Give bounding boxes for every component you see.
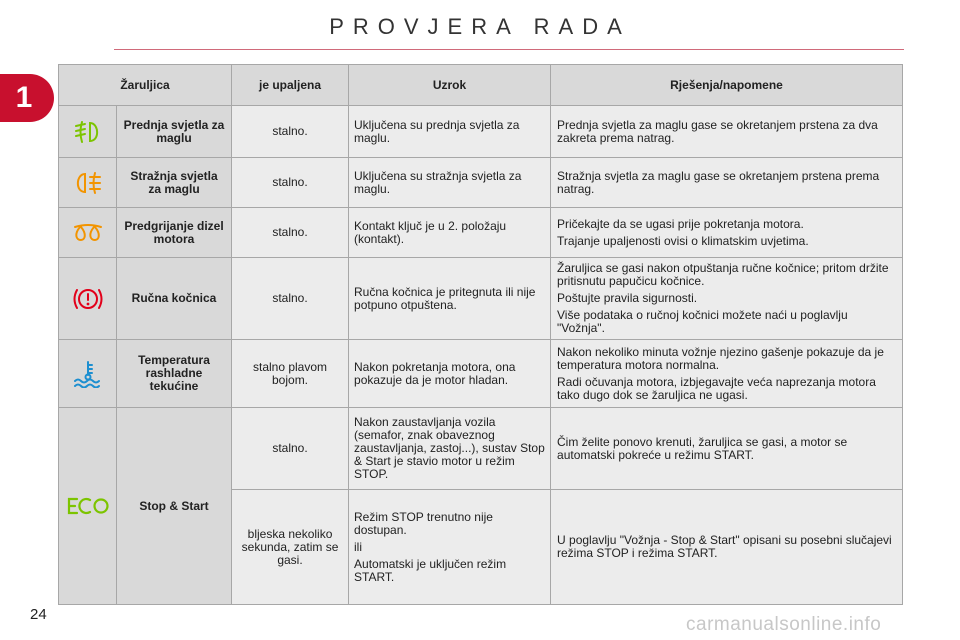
glow-plug-icon [72, 222, 104, 244]
solution-cell [551, 158, 903, 208]
cause-text [349, 408, 551, 490]
table-row [59, 408, 903, 490]
cause-text: Uključena su stražnja svjetla za maglu. [349, 158, 551, 208]
chapter-tab[interactable]: 1 [0, 74, 54, 122]
cause-paragraph: Režim STOP trenutno nije dostupan. [354, 509, 493, 537]
row-icon-cell [59, 208, 117, 258]
lamp-name: Ručna kočnica [117, 258, 232, 340]
watermark: carmanualsonline.info [686, 614, 882, 635]
solution-cell [551, 340, 903, 408]
table-row [59, 158, 903, 208]
lit-state: stalno plavom bojom. [232, 340, 349, 408]
lamp-name: Prednja svjetla za maglu [117, 106, 232, 158]
header-lit: je upaljena [232, 65, 349, 106]
lit-state: stalno. [232, 208, 349, 258]
lit-state: stalno. [232, 258, 349, 340]
lit-state: stalno. [232, 106, 349, 158]
cause-text: Ručna kočnica je pritegnuta ili nije potpuno otpuštena. [349, 258, 551, 340]
cause-paragraph: Nakon zaustavljanja vozila (semafor, znak obaveznog zaustavljanja, zastoj...), sustav Stop & Start je stavio motor u režim STOP. [354, 415, 545, 481]
rear-fog-lamp-icon [73, 171, 103, 195]
lamp-name: Stražnja svjetla za maglu [117, 158, 232, 208]
row-icon-cell [59, 158, 117, 208]
solution-cell [551, 208, 903, 258]
lamp-name: Stop & Start [117, 408, 232, 605]
warning-lamps-table [58, 64, 903, 605]
solution-text: Trajanje upaljenosti ovisi o klimatskim uvjetima. [557, 233, 809, 248]
solution-text: Poštujte pravila sigurnosti. [557, 291, 698, 305]
row-icon-cell [59, 258, 117, 340]
table-row [59, 258, 903, 340]
front-fog-lamp-icon [73, 120, 103, 144]
solution-cell [551, 106, 903, 158]
lit-state: stalno. [232, 158, 349, 208]
cause-text: Kontakt ključ je u 2. položaju (kontakt). [349, 208, 551, 258]
eco-icon [66, 496, 110, 516]
lamp-name: Predgrijanje dizel motora [117, 208, 232, 258]
lit-state: stalno. [232, 408, 349, 490]
solution-text: Pričekajte da se ugasi prije pokretanja motora. [557, 216, 804, 231]
title-divider [114, 49, 904, 50]
solution-text: Prednja svjetla za maglu gase se okretanjem prstena za dva zakreta prema natrag. [557, 117, 878, 145]
header-lamp: Žaruljica [59, 65, 232, 106]
cause-text: Nakon pokretanja motora, ona pokazuje da je motor hladan. [349, 340, 551, 408]
page-title: PROVJERA RADA [329, 14, 631, 39]
lamp-name: Temperatura rashladne tekućine [117, 340, 232, 408]
solution-text: U poglavlju "Vožnja - Stop & Start" opisani su posebni slučajevi režima STOP i režima START. [551, 490, 903, 605]
row-icon-cell [59, 106, 117, 158]
solution-text: Radi očuvanja motora, izbjegavajte veća naprezanja motora tako dugo dok se žaruljica ne ugasi. [557, 374, 876, 402]
cause-text: Uključena su prednja svjetla za maglu. [349, 106, 551, 158]
table-row [59, 106, 903, 158]
lit-state: bljeska nekoliko sekunda, zatim se gasi. [232, 490, 349, 605]
row-icon-cell [59, 340, 117, 408]
table-header-row [59, 65, 903, 106]
row-icon-cell [59, 408, 117, 605]
table-row [59, 340, 903, 408]
parking-brake-icon [72, 285, 104, 313]
solution-text: Žaruljica se gasi nakon otpuštanja ručne kočnice; pritom držite pritisnutu papučicu kočnice. [557, 261, 889, 288]
solution-text: Nakon nekoliko minuta vožnje njezino gašenje pokazuje da je temperatura motora normalna. [557, 344, 884, 372]
solution-cell [551, 258, 903, 340]
header-cause: Uzrok [349, 65, 551, 106]
solution-text: Čim želite ponovo krenuti, žaruljica se gasi, a motor se automatski pokreće u režimu START. [551, 408, 903, 490]
cause-text [349, 490, 551, 605]
page-number: 24 [30, 606, 47, 623]
cause-paragraph: Automatski je uključen režim START. [354, 556, 507, 584]
cause-paragraph: ili [354, 539, 363, 554]
header-solution: Rješenja/napomene [551, 65, 903, 106]
solution-text: Stražnja svjetla za maglu gase se okretanjem prstena prema natrag. [557, 168, 880, 196]
coolant-temperature-icon [72, 360, 104, 388]
table-row [59, 208, 903, 258]
solution-text: Više podataka o ručnoj kočnici možete naći u poglavlju "Vožnja". [557, 308, 848, 335]
